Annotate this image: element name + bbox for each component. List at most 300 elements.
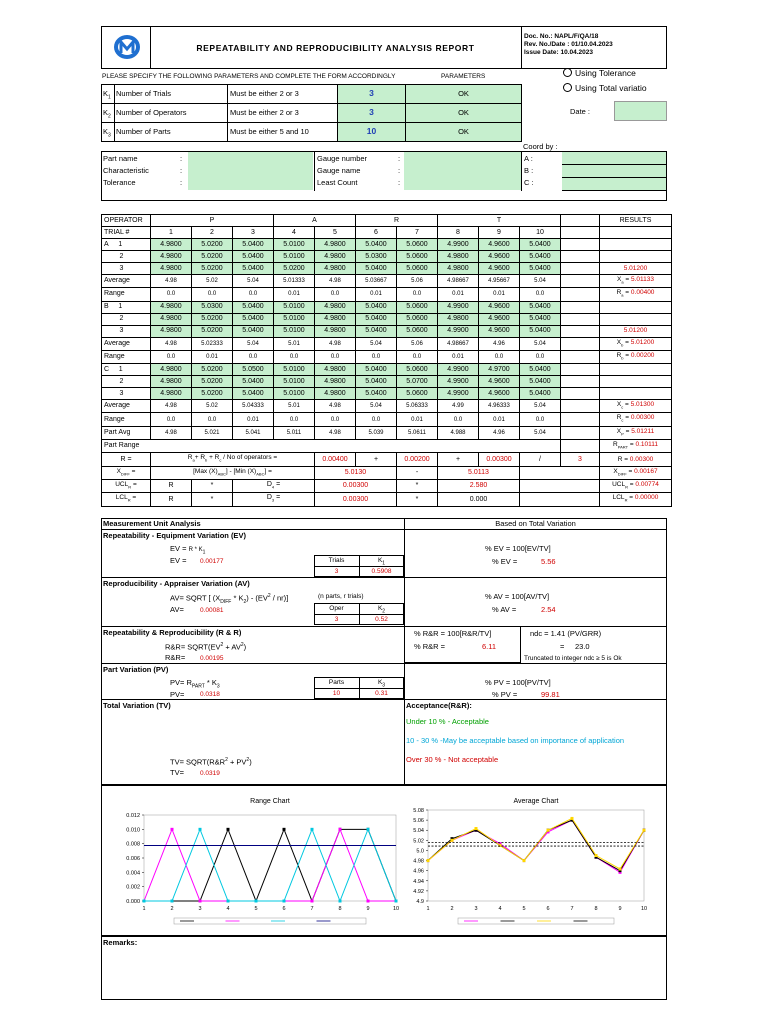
measurement-cell[interactable]: 4.9900 [438, 364, 479, 376]
param-rule: Must be either 2 or 3 [230, 108, 299, 117]
table-cell: $X_{DIFF}$ = [102, 466, 151, 479]
measurement-cell[interactable]: 5.0600 [397, 263, 438, 275]
measurement-cell[interactable]: 5.0400 [356, 325, 397, 337]
table-cell: $R_{PART} = 0.10111$ [600, 440, 672, 453]
measurement-cell[interactable]: 5.0400 [520, 239, 561, 251]
measurement-cell[interactable]: 5.0400 [520, 301, 561, 313]
result-cell: $R_c = 0.00300$ [600, 413, 672, 426]
y-tick-label: 0.002 [126, 884, 140, 891]
measurement-cell[interactable]: 4.9800 [315, 325, 356, 337]
date-label: Date : [570, 107, 591, 116]
measurement-row [102, 251, 672, 263]
table-cell: 4.98667 [438, 275, 479, 288]
measurement-cell[interactable]: 4.9800 [438, 313, 479, 325]
table-cell [600, 388, 672, 400]
measurement-cell[interactable]: 5.0600 [397, 251, 438, 263]
table-cell: 5.04333 [233, 400, 274, 413]
ndc-value: 23.0 [575, 642, 590, 651]
x-tick-label: 1 [426, 906, 430, 912]
coord-a-label: A : [524, 154, 533, 163]
table-cell: 5.011 [274, 426, 315, 439]
table-cell: 4.98 [151, 400, 192, 413]
rev-number: Rev. No./Date : 01/10.04.2023 [524, 41, 613, 48]
remarks-box[interactable] [101, 936, 667, 1000]
measurement-cell[interactable]: 5.0600 [397, 325, 438, 337]
av-title: Reproducibility - Appraiser Variation (AV) [103, 579, 250, 588]
measurement-cell[interactable]: 4.9600 [479, 376, 520, 388]
param-status: OK [458, 108, 469, 117]
table-cell: 5.0611 [397, 426, 438, 439]
y-tick-label: 4.98 [413, 858, 424, 865]
y-tick-label: 5.0 [416, 848, 424, 855]
table-cell: * [192, 493, 233, 506]
x-tick-label: 4 [498, 906, 502, 912]
y-tick-label: 4.94 [413, 878, 424, 885]
measurement-cell[interactable]: 5.0400 [520, 251, 561, 263]
ucl-row [102, 479, 672, 492]
measurement-cell[interactable]: 5.0300 [192, 301, 233, 313]
x-tick-label: 8 [594, 906, 598, 912]
table-cell: 4 [274, 227, 315, 239]
measurement-cell[interactable]: 5.0100 [274, 313, 315, 325]
mua-title: Measurement Unit Analysis [103, 519, 201, 528]
table-cell: A [274, 215, 356, 227]
measurement-cell[interactable]: 4.9800 [151, 376, 192, 388]
table-cell: 0.0 [315, 288, 356, 301]
measurement-cell[interactable]: 4.9700 [479, 364, 520, 376]
measurement-cell[interactable]: 5.0100 [274, 388, 315, 400]
table-cell: 0.01 [274, 288, 315, 301]
measurement-cell[interactable]: 5.0300 [356, 251, 397, 263]
gauge-name-label: Gauge name [317, 166, 361, 175]
table-cell: 0.01 [192, 350, 233, 363]
xdiff-row [102, 466, 672, 479]
measurement-row [102, 388, 672, 400]
measurement-cell[interactable]: 5.0400 [233, 313, 274, 325]
table-cell: R [356, 215, 438, 227]
table-cell: $X_P = 5.01211$ [600, 426, 672, 439]
measurement-cell[interactable]: 4.9600 [479, 263, 520, 275]
measurement-cell[interactable]: 4.9800 [438, 251, 479, 263]
data-point [367, 828, 370, 831]
measurement-cell[interactable]: 5.0200 [192, 388, 233, 400]
table-cell: 1 [151, 227, 192, 239]
measurement-cell[interactable]: 5.0400 [233, 251, 274, 263]
table-cell [561, 388, 600, 400]
measurement-cell[interactable]: 4.9800 [315, 376, 356, 388]
measurement-cell[interactable]: 5.0600 [397, 364, 438, 376]
measurement-cell[interactable]: 5.0400 [356, 301, 397, 313]
measurement-cell[interactable]: 5.0200 [192, 239, 233, 251]
measurement-row [102, 325, 672, 337]
measurement-cell[interactable]: 4.9800 [151, 239, 192, 251]
trial-label: 2 [102, 251, 151, 263]
param-status: OK [458, 127, 469, 136]
table-cell [561, 337, 600, 350]
table-cell: Range [102, 288, 151, 301]
table-cell: 0.0 [520, 350, 561, 363]
table-cell: 0.00300 [479, 453, 520, 466]
data-point [283, 900, 286, 903]
radio-using-total-variation[interactable]: Using Total variatio [563, 83, 647, 93]
result-cell: 5.01200 [600, 263, 672, 275]
result-cell: $X_a = 5.01133$ [600, 275, 672, 288]
measurement-cell[interactable]: 4.9900 [438, 239, 479, 251]
measurement-cell[interactable]: 5.0200 [192, 376, 233, 388]
table-cell: 5.02 [192, 275, 233, 288]
average-row [102, 337, 672, 350]
trial-label: 2 [102, 313, 151, 325]
measurement-cell[interactable]: 4.9800 [315, 388, 356, 400]
table-cell: 8 [438, 227, 479, 239]
x-tick-label: 3 [198, 906, 202, 912]
pct-ev-value: 5.56 [541, 557, 556, 566]
measurement-cell[interactable]: 5.0200 [192, 325, 233, 337]
measurement-cell[interactable]: 4.9900 [438, 376, 479, 388]
measurement-cell[interactable]: 4.9800 [151, 313, 192, 325]
measurement-cell[interactable]: 5.0100 [274, 325, 315, 337]
tolerance-label: Tolerance [103, 178, 136, 187]
coord-fields[interactable] [562, 152, 666, 190]
measurement-cell[interactable]: 5.0400 [233, 325, 274, 337]
average-row [102, 400, 672, 413]
table-cell: 5.04 [233, 337, 274, 350]
measurement-cell[interactable]: 5.0100 [274, 301, 315, 313]
x-tick-label: 1 [142, 906, 146, 912]
data-point [199, 900, 202, 903]
measurement-cell[interactable]: 4.9800 [315, 239, 356, 251]
data-point [227, 900, 230, 903]
date-field[interactable] [614, 101, 667, 121]
table-cell: 5.06 [397, 275, 438, 288]
based-on-tv: Based on Total Variation [495, 519, 576, 528]
trial-label: C 1 [102, 364, 151, 376]
measurement-cell[interactable]: 5.0400 [520, 263, 561, 275]
part-range-row [102, 440, 672, 453]
measurement-cell[interactable]: 5.0100 [274, 376, 315, 388]
measurement-cell[interactable]: 5.0200 [192, 313, 233, 325]
series-line [144, 829, 396, 901]
measurement-cell[interactable]: 4.9900 [438, 301, 479, 313]
table-cell: 5.04 [356, 400, 397, 413]
data-point [427, 859, 430, 862]
table-cell: 0.0 [274, 413, 315, 426]
table-cell: 0.0 [479, 350, 520, 363]
x-tick-label: 6 [546, 906, 550, 912]
radio-using-tolerance[interactable]: Using Tolerance [563, 68, 636, 78]
data-point [199, 828, 202, 831]
x-tick-label: 7 [310, 906, 314, 912]
table-cell: $UCL_R = 0.00774$ [600, 479, 672, 492]
measurement-cell[interactable]: 5.0500 [233, 364, 274, 376]
measurement-cell[interactable]: 5.0100 [274, 251, 315, 263]
measurement-cell[interactable]: 5.0200 [192, 251, 233, 263]
data-point [143, 900, 146, 903]
table-cell: 10 [520, 227, 561, 239]
measurement-cell[interactable]: 5.0700 [397, 376, 438, 388]
data-point [595, 854, 598, 857]
table-cell [600, 239, 672, 251]
table-cell: 4.98 [315, 275, 356, 288]
x-tick-label: 5 [254, 906, 258, 912]
data-point [547, 829, 550, 832]
measurement-cell[interactable]: 5.0600 [397, 313, 438, 325]
table-cell: 0.01 [479, 413, 520, 426]
chart-title: Range Chart [250, 798, 290, 805]
table-cell: 4.98 [151, 275, 192, 288]
measurement-row [102, 263, 672, 275]
table-cell: 0.00300 [315, 493, 397, 506]
table-cell: + [356, 453, 397, 466]
measurement-cell[interactable]: 4.9800 [151, 251, 192, 263]
x-tick-label: 2 [450, 906, 454, 912]
table-cell: TRIAL # [102, 227, 151, 239]
table-cell [561, 400, 600, 413]
measurement-cell[interactable]: 5.0600 [397, 388, 438, 400]
table-cell [520, 493, 600, 506]
measurement-cell[interactable]: 5.0400 [356, 364, 397, 376]
measurement-cell[interactable]: 5.0400 [520, 325, 561, 337]
y-tick-label: 0.000 [126, 899, 140, 905]
data-point [311, 900, 314, 903]
table-cell: 5.02 [192, 400, 233, 413]
table-cell: 0.01 [233, 413, 274, 426]
data-grid [101, 214, 672, 507]
measurement-cell[interactable]: 4.9800 [151, 388, 192, 400]
measurement-cell[interactable]: 4.9600 [479, 388, 520, 400]
table-cell: 0.01 [438, 350, 479, 363]
table-cell: 4.98 [151, 426, 192, 439]
table-cell: R = 0.00300 [600, 453, 672, 466]
y-tick-label: 5.04 [413, 828, 424, 835]
data-point [523, 859, 526, 862]
rr-title: Repeatability & Reproducibility (R & R) [103, 628, 242, 637]
measurement-cell[interactable]: 4.9600 [479, 251, 520, 263]
table-cell [561, 227, 600, 239]
x-tick-label: 8 [338, 906, 342, 912]
table-cell [600, 376, 672, 388]
measurement-cell[interactable]: 5.0400 [356, 263, 397, 275]
table-cell: 5.04 [520, 337, 561, 350]
measurement-cell[interactable]: 4.9800 [151, 263, 192, 275]
data-point [171, 828, 174, 831]
y-tick-label: 4.92 [413, 888, 424, 895]
measurement-cell[interactable]: 4.9600 [479, 313, 520, 325]
measurement-cell[interactable]: 4.9800 [315, 313, 356, 325]
measurement-cell[interactable]: 4.9800 [315, 301, 356, 313]
header-row [102, 215, 672, 227]
measurement-cell[interactable]: 4.9800 [315, 364, 356, 376]
part-info-fields[interactable] [188, 152, 313, 190]
pct-av-value: 2.54 [541, 605, 556, 614]
table-cell [561, 350, 600, 363]
measurement-cell[interactable]: 5.0400 [233, 376, 274, 388]
measurement-cell[interactable]: 5.0400 [356, 388, 397, 400]
table-cell: 0.0 [151, 350, 192, 363]
table-cell: 5.01333 [274, 275, 315, 288]
range-row [102, 350, 672, 363]
table-cell [561, 288, 600, 301]
pct-pv-value: 99.81 [541, 690, 560, 699]
measurement-cell[interactable]: 5.0400 [520, 376, 561, 388]
table-cell: 0.0 [520, 413, 561, 426]
result-cell: $X_b = 5.01200$ [600, 337, 672, 350]
x-tick-label: 9 [366, 906, 370, 912]
pct-rr-value: 6.11 [482, 642, 497, 651]
table-cell [561, 426, 600, 439]
table-cell: 0.0 [233, 350, 274, 363]
report-title: REPEATABILITY AND REPRODUCIBILITY ANALYSIS REPORT [196, 43, 475, 53]
measurement-row [102, 239, 672, 251]
measurement-cell[interactable]: 5.0400 [520, 388, 561, 400]
data-point [227, 828, 230, 831]
tv-title: Total Variation (TV) [103, 701, 171, 710]
characteristic-label: Characteristic [103, 166, 149, 175]
table-cell: 2.580 [438, 479, 520, 492]
param-value[interactable]: 10 [366, 126, 377, 136]
tv-value: 0.0319 [200, 770, 220, 777]
table-cell: 4.988 [438, 426, 479, 439]
measurement-cell[interactable]: 5.0400 [520, 364, 561, 376]
measurement-cell[interactable]: 5.0400 [233, 263, 274, 275]
table-cell [520, 479, 600, 492]
gauge-info-fields[interactable] [404, 152, 521, 190]
measurement-cell[interactable]: 4.9800 [438, 263, 479, 275]
table-cell: 0.000 [438, 493, 520, 506]
table-cell: R = [102, 453, 151, 466]
measurement-cell[interactable]: 5.0600 [397, 239, 438, 251]
table-cell: 5.06333 [397, 400, 438, 413]
table-cell [561, 301, 600, 313]
measurement-cell[interactable]: 4.9800 [151, 301, 192, 313]
x-tick-label: 3 [474, 906, 478, 912]
x-tick-label: 10 [640, 906, 648, 912]
table-cell: 5.04 [520, 426, 561, 439]
result-cell: $R_a = 0.00400$ [600, 288, 672, 301]
param-name: Number of Operators [116, 108, 187, 117]
measurement-cell[interactable]: 5.0400 [520, 313, 561, 325]
coord-by-label: Coord by : [523, 142, 558, 151]
param-name: Number of Trials [116, 89, 172, 98]
x-tick-label: 7 [570, 906, 574, 912]
remarks-label: Remarks: [103, 938, 138, 947]
trial-header-row [102, 227, 672, 239]
table-cell: Range [102, 350, 151, 363]
x-tick-label: 9 [618, 906, 622, 912]
trial-label: 3 [102, 325, 151, 337]
rr-value: 0.00195 [200, 655, 224, 662]
table-cell: 0.0 [315, 350, 356, 363]
legend [174, 918, 366, 924]
measurement-cell[interactable]: 5.0400 [233, 301, 274, 313]
result-cell: $R_b = 0.00200$ [600, 350, 672, 363]
measurement-cell[interactable]: 5.0600 [397, 301, 438, 313]
table-cell: 0.0 [192, 288, 233, 301]
x-tick-label: 10 [392, 906, 400, 912]
table-cell: 4.98 [315, 400, 356, 413]
measurement-cell[interactable]: 4.9800 [315, 263, 356, 275]
data-point [475, 827, 478, 830]
param-value[interactable]: 3 [369, 88, 374, 98]
param-value[interactable]: 3 [369, 107, 374, 117]
y-tick-label: 0.012 [126, 813, 140, 819]
table-cell: 4.96 [479, 426, 520, 439]
measurement-cell[interactable]: 5.0200 [192, 263, 233, 275]
data-point [255, 900, 258, 903]
table-cell: $D_4$ = [233, 479, 315, 492]
measurement-row [102, 301, 672, 313]
table-cell: Part Avg [102, 426, 151, 439]
table-cell: 6 [356, 227, 397, 239]
table-cell [561, 376, 600, 388]
radio-icon [563, 83, 572, 92]
table-cell: Range [102, 413, 151, 426]
measurement-cell[interactable]: 4.9600 [479, 301, 520, 313]
part-avg-row [102, 426, 672, 439]
measurement-cell[interactable]: 4.9600 [479, 325, 520, 337]
table-cell: - [397, 466, 438, 479]
measurement-cell[interactable]: 5.0400 [356, 376, 397, 388]
measurement-cell[interactable]: 5.0200 [274, 263, 315, 275]
table-cell: 0.00300 [315, 479, 397, 492]
measurement-cell[interactable]: 4.9800 [151, 364, 192, 376]
table-cell: * [397, 479, 438, 492]
table-cell: 4.98 [315, 337, 356, 350]
table-cell [561, 215, 600, 227]
measurement-cell[interactable]: 4.9900 [438, 388, 479, 400]
acceptance-not: Over 30 % - Not acceptable [406, 755, 499, 764]
trial-label: A 1 [102, 239, 151, 251]
table-cell: * [192, 479, 233, 492]
measurement-cell[interactable]: 4.9800 [151, 325, 192, 337]
table-cell: 5.01 [274, 400, 315, 413]
measurement-cell[interactable]: 5.0200 [192, 364, 233, 376]
y-tick-label: 4.96 [413, 868, 424, 875]
table-cell [561, 239, 600, 251]
acceptance-maybe: 10 - 30 % -May be acceptable based on importance of application [406, 736, 625, 745]
data-point [571, 817, 574, 820]
table-cell: 7 [397, 227, 438, 239]
table-cell: 0.00200 [397, 453, 438, 466]
table-cell: 0.0 [274, 350, 315, 363]
measurement-cell[interactable]: 4.9900 [438, 325, 479, 337]
table-cell: 5.04 [356, 337, 397, 350]
doc-number: Doc. No.: NAPL/F/QA/18 [524, 33, 599, 40]
table-cell: 4.95667 [479, 275, 520, 288]
measurement-cell[interactable]: 4.9600 [479, 239, 520, 251]
table-cell [520, 466, 600, 479]
table-cell: 5.06 [397, 337, 438, 350]
range-row [102, 413, 672, 426]
param-rule: Must be either 2 or 3 [230, 89, 299, 98]
data-point [395, 900, 398, 903]
trial-label: 2 [102, 376, 151, 388]
measurement-cell[interactable]: 5.0400 [233, 388, 274, 400]
least-count-label: Least Count [317, 178, 358, 187]
table-cell: 0.00400 [315, 453, 356, 466]
measurement-cell[interactable]: 5.0100 [274, 239, 315, 251]
measurement-cell[interactable]: 5.0400 [233, 239, 274, 251]
trial-label: 3 [102, 263, 151, 275]
table-cell: 0.01 [397, 413, 438, 426]
measurement-cell[interactable]: 5.0100 [274, 364, 315, 376]
y-tick-label: 0.004 [126, 870, 140, 877]
measurement-cell[interactable]: 5.0400 [356, 239, 397, 251]
measurement-cell[interactable]: 4.9800 [315, 251, 356, 263]
table-cell: R [151, 493, 192, 506]
table-cell: 5.04 [520, 275, 561, 288]
measurement-cell[interactable]: 5.0400 [356, 313, 397, 325]
